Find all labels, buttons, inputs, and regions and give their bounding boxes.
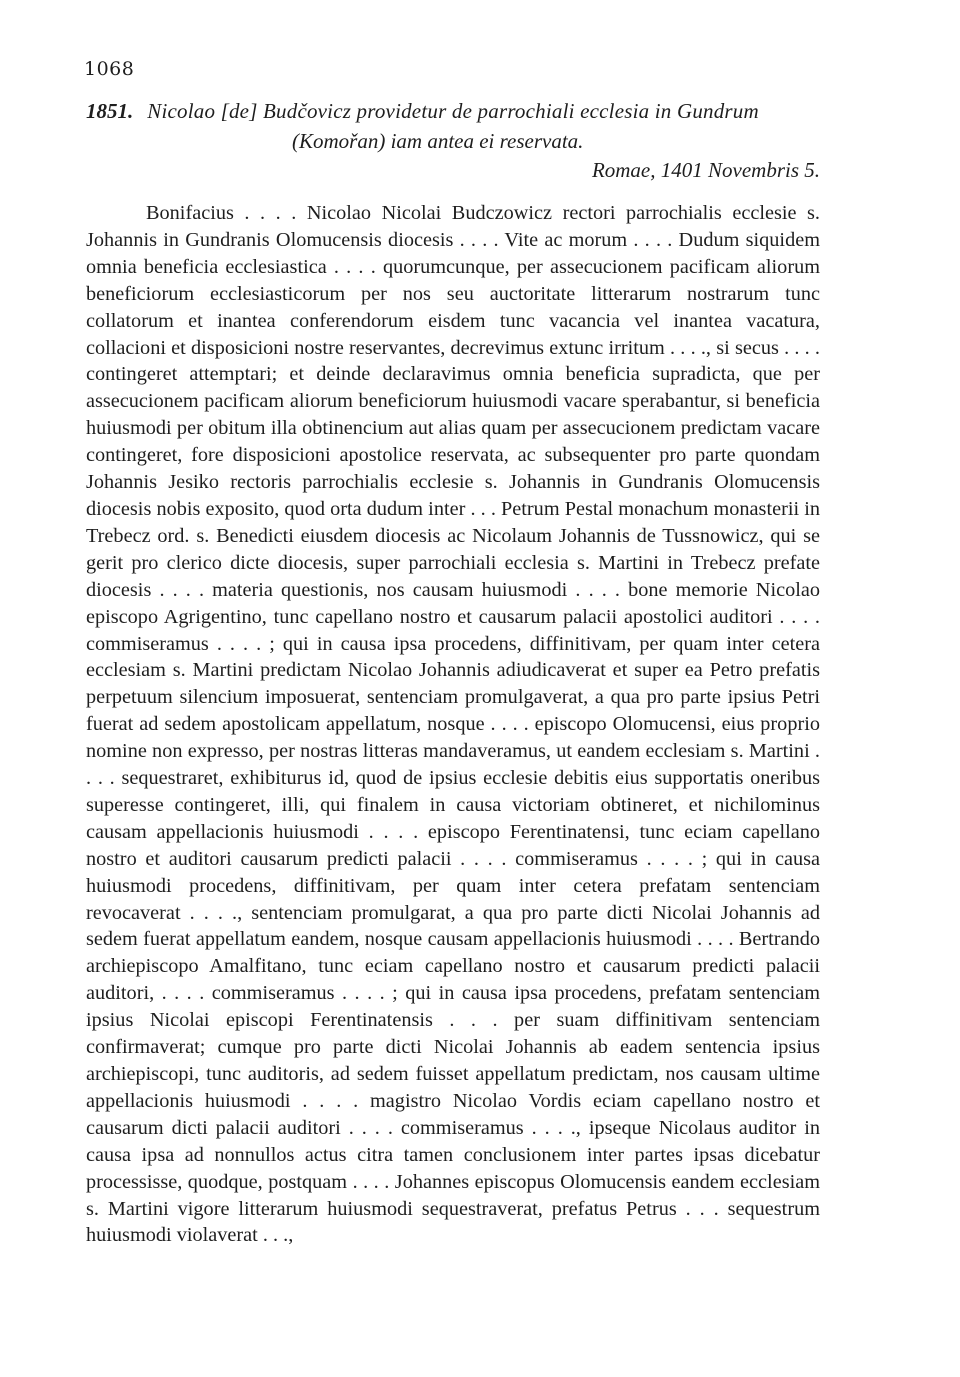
entry-summary-line2: (Komořan) iam antea ei reservata. <box>292 129 584 153</box>
entry-body-text: Bonifacius . . . . Nicolao Nicolai Budczowicz rectori parrochialis ecclesie s. Johannis in Gundranis Olomucensis diocesis . . . . Vite ac morum . . . . Dudum siquidem omnia beneficia ecclesiastica . . . . quorumcunque, per assecucionem pacificam aliorum beneficiorum ecclesiasticorum per nos seu auctoritate litterarum nostrarum tunc collatorum et inantea conferendorum eisdem tunc vacancia vel inantea vacatura, collacioni et disposicioni nostre reservantes, decrevimus extunc irritum . . . ., si secus . . . . contingeret attemptari; et deinde declaravimus omnia beneficia supradicta, que per assecucionem pacificam aliorum beneficiorum huiusmodi vacare sperabantur, si beneficia huiusmodi per obitum illa obtinencium aut alias quam per assecucionem predictam vacare contingeret, fore disposicioni apostolice reservata, ac subsequenter pro parte quondam Johannis Jesiko rectoris parrochialis ecclesie s. Johannis in Gundranis Olomucensis diocesis nobis exposito, quod orta dudum inter . . . Petrum Pestal monachum monasterii in Trebecz ord. s. Benedicti eiusdem diocesis ac Nicolaum Johannis de Tussnowicz, qui se gerit pro clerico dicte diocesis, super parrochiali ecclesia s. Martini in Trebecz prefate diocesis . . . . materia questionis, nos causam huiusmodi . . . . bone memorie Nicolao episcopo Agrigentino, tunc capellano nostro et causarum palacii apostolici auditori . . . . commiseramus . . . . ; qui in causa ipsa procedens, diffinitivam, per quam inter cetera ecclesiam s. Martini predictam Nicolao Johannis adiudicaverat et super ea Petro prefatis perpetuum silencium imposuerat, sentenciam promulgaverat, a qua pro parte ipsius Petri fuerat ad sedem apostolicam appellatum, nosque . . . . episcopo Olomucensi, eius proprio nomine non expresso, per nostras litteras mandaveramus, ut eandem ecclesiam s. Martini . . . . sequestraret, exhibiturus id, quod de ipsius ecclesie debitis eius supportatis oneribus superesse contingeret, illi, qui finalem in causa victoriam obtineret, et nichilominus causam appellacionis huiusmodi . . . . episcopo Ferentinatensi, tunc eciam capellano nostro et auditori causarum predicti palacii . . . . commiseramus . . . . ; qui in causa huiusmodi procedens, diffinitivam, per quam inter cetera prefatam sentenciam revocaverat . . . ., sentenciam promulgarat, a qua pro parte dicti Nicolai Johannis ad sedem fuerat appellatum eandem, nosque causam appellacionis huiusmodi . . . . Bertrando archiepiscopo Amalfitano, tunc eciam capellano nostro et causarum predicti palacii auditori, . . . . commiseramus . . . . ; qui in causa ipsa procedens, prefatam sentenciam ipsius Nicolai episcopi Ferentinatensis . . . per suam diffinitivam sentenciam confirmaverat; cumque pro parte dicti Nicolai Johannis ab eadem sentencia ipsius archiepiscopi, tunc auditoris, ad sedem fuisset appellatum predictam, nos causam ultime appellacionis huiusmodi . . . . magistro Nicolao Vordis eciam capellano nostro et causarum dicti palacii auditori . . . . commiseramus . . . ., ipseque Nicolaus auditor in causa ipsa ad nonnullos actus citra tamen conclusionem inter partes ipsas dicebatur processisse, quodque, postquam . . . . Johannes episcopus Olomucensis eandem ecclesiam s. Martini vigore litterarum huiusmodi sequestraverat, prefatus Petrus . . . sequestrum huiusmodi violaverat . . ., <box>86 202 820 1247</box>
entry-number: 1851. <box>86 99 134 123</box>
page-number: 1068 <box>84 58 135 80</box>
entry-heading <box>86 96 826 156</box>
entry-dateline: Romae, 1401 Novembris 5. <box>591 158 820 182</box>
entry-summary: Nicolao [de] Budčovicz providetur de parrochiali ecclesia in Gundrum <box>147 99 759 123</box>
